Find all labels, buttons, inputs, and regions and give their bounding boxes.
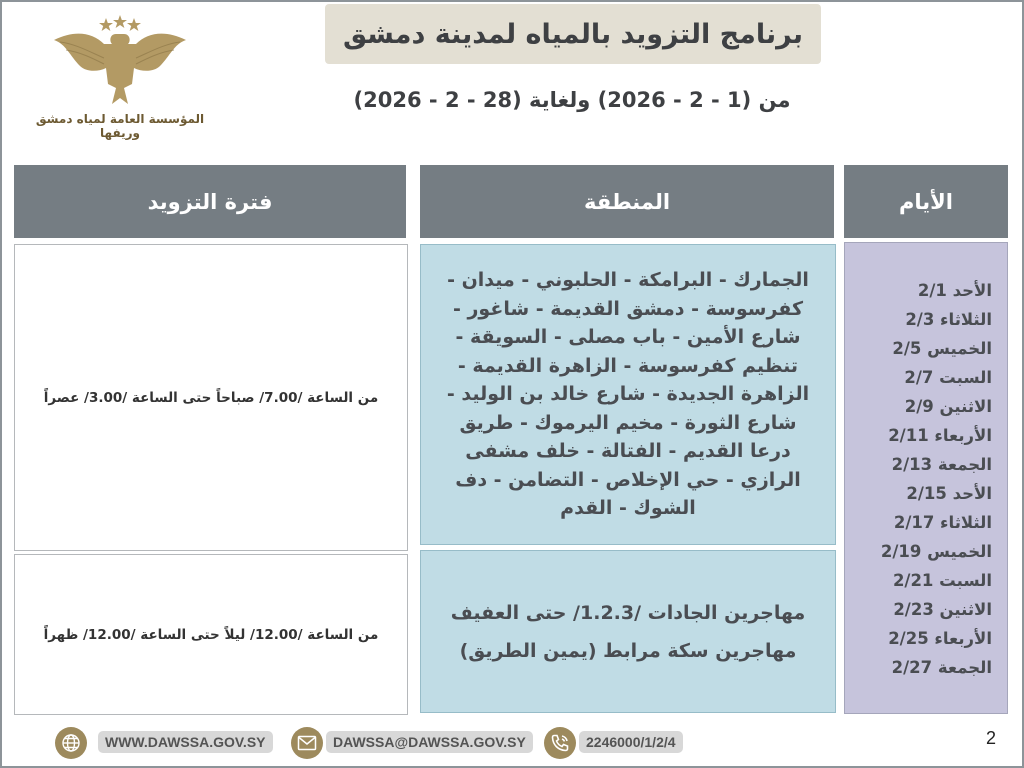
day-item: الثلاثاء 2/3 xyxy=(905,310,992,329)
region-line: مهاجرين الجادات /1.2.3/ حتى العفيف xyxy=(450,601,806,624)
day-item: الجمعة 2/27 xyxy=(891,658,992,677)
region-line: مهاجرين سكة مرابط (يمين الطريق) xyxy=(459,639,797,662)
logo xyxy=(20,12,220,140)
day-item: الأحد 2/15 xyxy=(906,484,992,503)
day-item: الأحد 2/1 xyxy=(917,281,992,300)
org-name: المؤسسة العامة لمياه دمشق وريفها xyxy=(35,112,205,140)
footer xyxy=(2,726,1022,760)
page-number: 2 xyxy=(985,728,996,748)
period-text-1: من الساعة /7.00/ صباحاً حتى الساعة /3.00/ عصراً xyxy=(43,389,379,406)
region-text-2 xyxy=(451,594,806,670)
day-item: السبت 2/21 xyxy=(892,571,992,590)
column-header-period: فترة التزويد xyxy=(14,165,406,238)
region-text-1: الجمارك - البرامكة - الحلبوني - ميدان - كفرسوسة - دمشق القديمة - شاغور - شارع الأمين - باب مصلى - السويقة - تنظيم كفرسوسة - الزاهرة القديمة - الزاهرة الجديدة - شارع خالد بن الوليد - شارع الثورة - مخيم اليرموك - طريق درعا القديم - الفتالة - خلف مشفى الرازي - حي الإخلاص - التضامن - دف الشوك - القدم xyxy=(446,269,810,520)
period-cell-1 xyxy=(14,244,408,551)
day-item: السبت 2/7 xyxy=(904,368,992,387)
page-title: برنامج التزويد بالمياه لمدينة دمشق xyxy=(342,18,804,50)
column-header-region: المنطقة xyxy=(420,165,834,238)
envelope-icon xyxy=(291,727,323,759)
day-item: الخميس 2/5 xyxy=(892,339,992,358)
day-item: الأربعاء 2/11 xyxy=(888,426,992,445)
date-range-subtitle: من (1 - 2 - 2026) ولغاية (28 - 2 - 2026) xyxy=(353,88,791,112)
region-cell-2 xyxy=(420,550,836,713)
phone-icon xyxy=(544,727,576,759)
globe-icon xyxy=(55,727,87,759)
day-item: الأربعاء 2/25 xyxy=(888,629,992,648)
period-cell-2 xyxy=(14,554,408,715)
day-item: الجمعة 2/13 xyxy=(891,455,992,474)
phone-number[interactable]: 2246000/1/2/4 xyxy=(579,731,683,753)
days-list xyxy=(881,276,992,682)
day-item: الاثنين 2/23 xyxy=(893,600,992,619)
period-text-2: من الساعة /12.00/ ليلاً حتى الساعة /12.00/ ظهراً xyxy=(43,626,379,643)
eagle-emblem-icon xyxy=(46,14,194,110)
day-item: الثلاثاء 2/17 xyxy=(893,513,992,532)
title-banner xyxy=(325,4,821,64)
email-link[interactable]: DAWSSA@DAWSSA.GOV.SY xyxy=(326,731,533,753)
day-item: الاثنين 2/9 xyxy=(904,397,992,416)
column-header-days: الأيام xyxy=(844,165,1008,238)
region-cell-1 xyxy=(420,244,836,545)
website-link[interactable]: WWW.DAWSSA.GOV.SY xyxy=(98,731,273,753)
day-item: الخميس 2/19 xyxy=(880,542,992,561)
days-column xyxy=(844,242,1008,714)
